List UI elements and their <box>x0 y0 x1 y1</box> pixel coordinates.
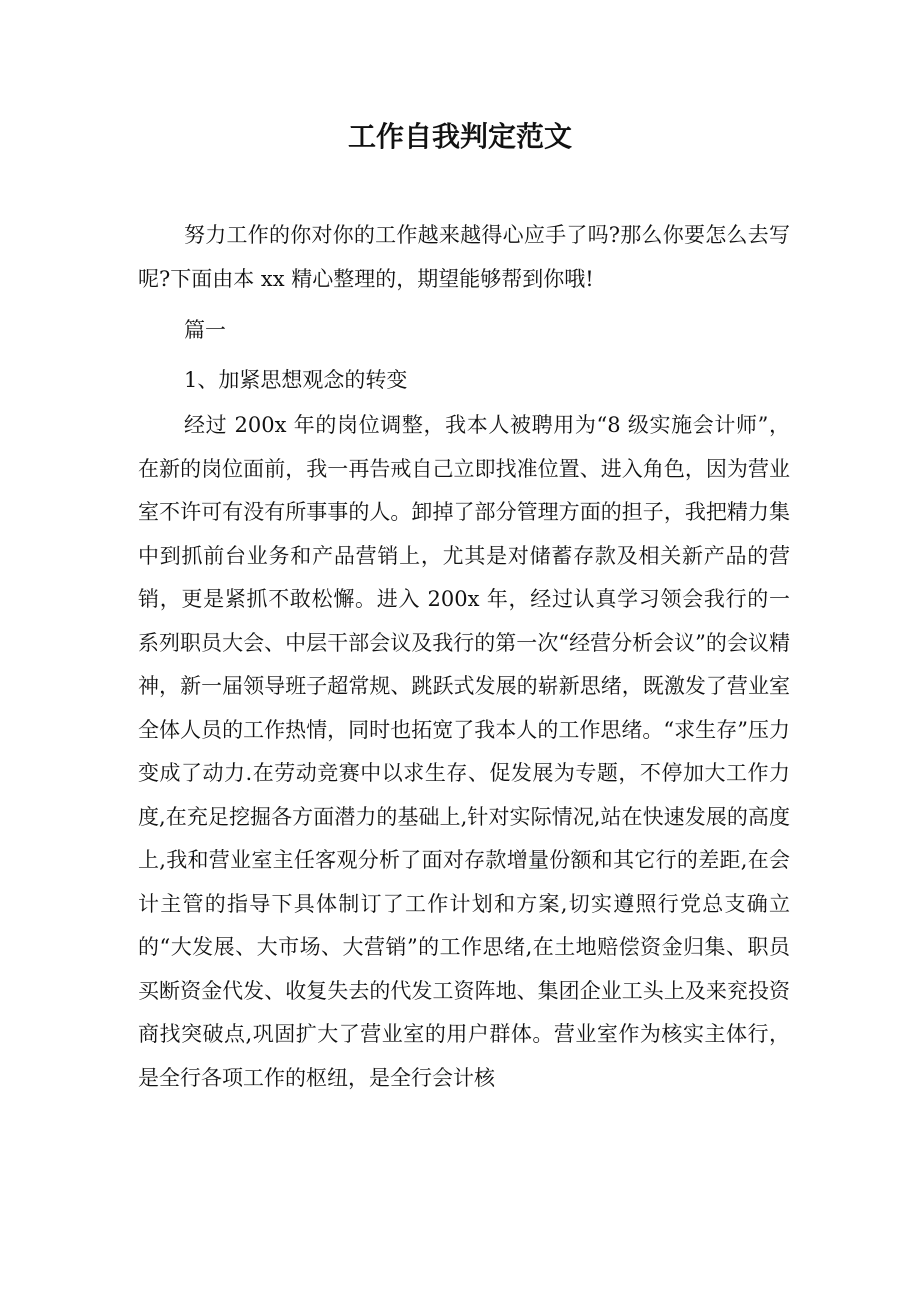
subheading: 1、加紧思想观念的转变 <box>184 368 408 392</box>
body-block <box>138 404 790 1100</box>
section-heading-block <box>138 309 790 353</box>
section-heading: 篇一 <box>184 318 226 342</box>
subheading-block <box>138 359 790 403</box>
intro-paragraph: 努力工作的你对你的工作越来越得心应手了吗?那么你要怎么去写呢?下面由本 xx 精心整理的，期望能够帮到你哦! <box>138 223 790 291</box>
document-title: 工作自我判定范文 <box>347 120 572 153</box>
body-paragraph: 经过 200x 年的岗位调整，我本人被聘用为“8 级实施会计师”，在新的岗位面前，我一再告戒自己立即找准位置、进入角色，因为营业室不许可有没有所事事的人。卸掉了部分管理方面的担子，我把精力集中到抓前台业务和产品营销上，尤其是对储蓄存款及相关新产品的营销，更是紧抓不敢松懈。进入 200x 年，经过认真学习领会我行的一系列职员大会、中层干部会议及我行的第一次“经营分析会议”的会议精神，新一届领导班子超常规、跳跃式发展的崭新思绪，既激发了营业室全体人员的工作热情，同时也拓宽了我本人的工作思绪。“求生存”压力变成了动力.在劳动竞赛中以求生存、促发展为专题，不停加大工作力度,在充足挖掘各方面潜力的基础上,针对实际情况,站在快速发展的高度上,我和营业室主任客观分析了面对存款增量份额和其它行的差距,在会计主管的指导下具体制订了工作计划和方案,切实遵照行党总支确立的“大发展、大市场、大营销”的工作思绪,在土地赔偿资金归集、职员买断资金代发、收复失去的代发工资阵地、集团企业工头上及来兖投资商找突破点,巩固扩大了营业室的用户群体。营业室作为核实主体行，是全行各项工作的枢纽，是全行会计核 <box>138 413 790 1090</box>
intro-block <box>138 214 790 301</box>
